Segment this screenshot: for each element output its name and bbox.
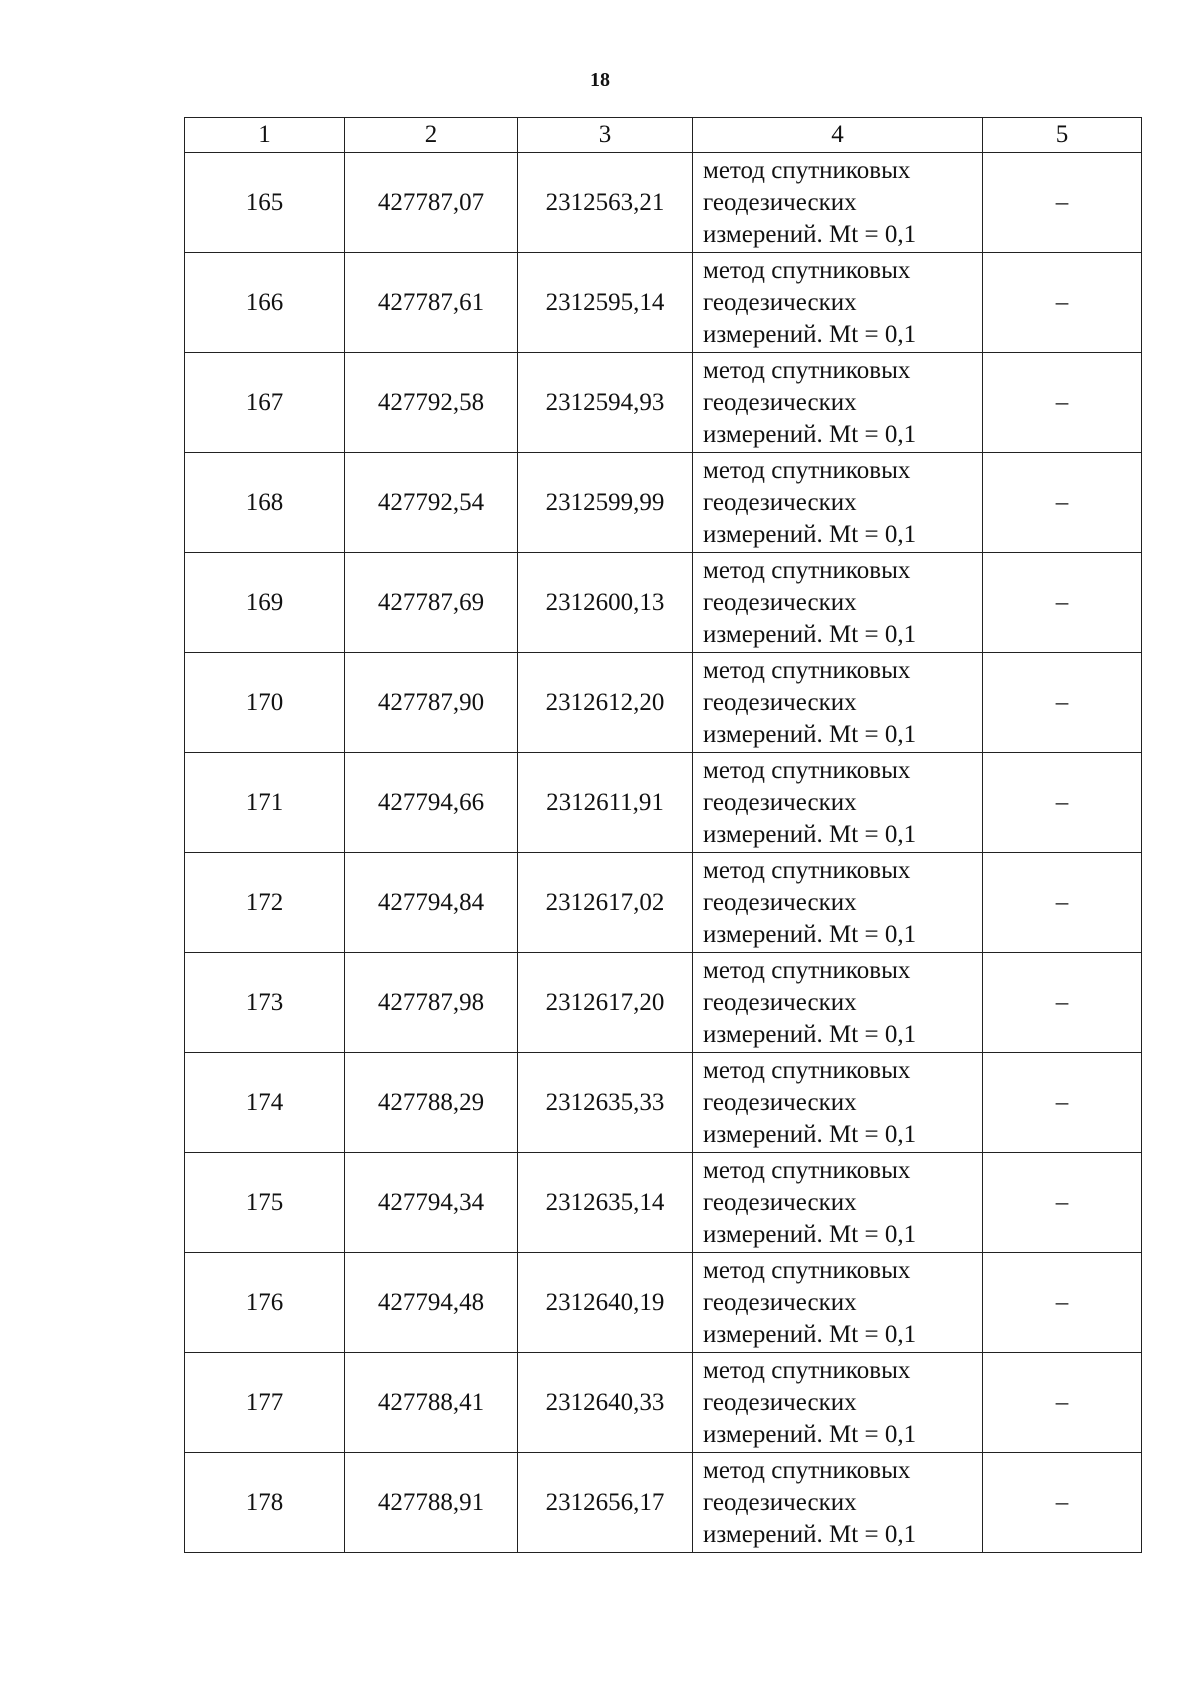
y-coordinate-cell: 2312611,91	[518, 753, 693, 853]
method-line: измерений. Mt = 0,1	[703, 1120, 917, 1148]
y-coordinate-cell: 2312617,20	[518, 953, 693, 1053]
y-coordinate-cell: 2312640,19	[518, 1253, 693, 1353]
method-line: измерений. Mt = 0,1	[703, 220, 917, 248]
method-line: измерений. Mt = 0,1	[703, 820, 917, 848]
page-number: 18	[590, 69, 610, 91]
point-number-cell: 166	[185, 253, 345, 353]
x-coordinate-cell: 427794,84	[345, 853, 518, 953]
x-coordinate-cell: 427788,41	[345, 1353, 518, 1453]
y-coordinate-cell: 2312635,14	[518, 1153, 693, 1253]
method-line: измерений. Mt = 0,1	[703, 420, 917, 448]
method-line: метод спутниковых	[703, 556, 911, 584]
method-line: измерений. Mt = 0,1	[703, 920, 917, 948]
point-number-cell: 178	[185, 1453, 345, 1553]
method-line: метод спутниковых	[703, 956, 911, 984]
point-number-cell: 172	[185, 853, 345, 953]
table-row	[185, 353, 1142, 453]
x-coordinate-cell: 427787,90	[345, 653, 518, 753]
method-line: метод спутниковых	[703, 1456, 911, 1484]
method-line: измерений. Mt = 0,1	[703, 520, 917, 548]
table-row	[185, 753, 1142, 853]
note-cell: –	[983, 553, 1142, 653]
method-cell	[693, 153, 983, 253]
point-number-cell: 177	[185, 1353, 345, 1453]
method-line: метод спутниковых	[703, 256, 911, 284]
note-cell: –	[983, 353, 1142, 453]
method-cell	[693, 353, 983, 453]
method-line: измерений. Mt = 0,1	[703, 620, 917, 648]
header-col-3: 3	[518, 118, 693, 153]
method-line: геодезических	[703, 288, 857, 316]
method-cell	[693, 253, 983, 353]
method-cell	[693, 1053, 983, 1153]
method-line: метод спутниковых	[703, 656, 911, 684]
table-row	[185, 953, 1142, 1053]
method-line: метод спутниковых	[703, 856, 911, 884]
note-cell: –	[983, 753, 1142, 853]
method-line: геодезических	[703, 1188, 857, 1216]
header-col-5: 5	[983, 118, 1142, 153]
method-line: геодезических	[703, 988, 857, 1016]
y-coordinate-cell: 2312600,13	[518, 553, 693, 653]
y-coordinate-cell: 2312656,17	[518, 1453, 693, 1553]
table-row	[185, 1253, 1142, 1353]
table-row	[185, 653, 1142, 753]
method-line: геодезических	[703, 1388, 857, 1416]
x-coordinate-cell: 427792,54	[345, 453, 518, 553]
point-number-cell: 175	[185, 1153, 345, 1253]
method-cell	[693, 653, 983, 753]
method-line: метод спутниковых	[703, 1256, 911, 1284]
method-line: метод спутниковых	[703, 1356, 911, 1384]
point-number-cell: 173	[185, 953, 345, 1053]
note-cell: –	[983, 1453, 1142, 1553]
method-line: измерений. Mt = 0,1	[703, 1420, 917, 1448]
table-row	[185, 1353, 1142, 1453]
note-cell: –	[983, 253, 1142, 353]
y-coordinate-cell: 2312612,20	[518, 653, 693, 753]
note-cell: –	[983, 653, 1142, 753]
method-line: метод спутниковых	[703, 756, 911, 784]
x-coordinate-cell: 427794,66	[345, 753, 518, 853]
method-line: геодезических	[703, 488, 857, 516]
method-line: метод спутниковых	[703, 456, 911, 484]
method-line: измерений. Mt = 0,1	[703, 1020, 917, 1048]
x-coordinate-cell: 427787,98	[345, 953, 518, 1053]
point-number-cell: 170	[185, 653, 345, 753]
method-cell	[693, 953, 983, 1053]
y-coordinate-cell: 2312563,21	[518, 153, 693, 253]
point-number-cell: 176	[185, 1253, 345, 1353]
method-cell	[693, 753, 983, 853]
y-coordinate-cell: 2312640,33	[518, 1353, 693, 1453]
method-line: геодезических	[703, 788, 857, 816]
note-cell: –	[983, 853, 1142, 953]
method-cell	[693, 453, 983, 553]
x-coordinate-cell: 427794,48	[345, 1253, 518, 1353]
x-coordinate-cell: 427788,91	[345, 1453, 518, 1553]
table-row	[185, 1053, 1142, 1153]
method-line: метод спутниковых	[703, 1056, 911, 1084]
method-line: измерений. Mt = 0,1	[703, 320, 917, 348]
method-line: измерений. Mt = 0,1	[703, 720, 917, 748]
method-line: геодезических	[703, 188, 857, 216]
header-col-4: 4	[693, 118, 983, 153]
header-col-1: 1	[185, 118, 345, 153]
y-coordinate-cell: 2312594,93	[518, 353, 693, 453]
method-line: геодезических	[703, 688, 857, 716]
method-line: измерений. Mt = 0,1	[703, 1220, 917, 1248]
table-row	[185, 1153, 1142, 1253]
method-cell	[693, 553, 983, 653]
coordinates-table	[184, 117, 1142, 1553]
note-cell: –	[983, 153, 1142, 253]
note-cell: –	[983, 1053, 1142, 1153]
header-col-2: 2	[345, 118, 518, 153]
table-body	[185, 153, 1142, 1553]
x-coordinate-cell: 427787,61	[345, 253, 518, 353]
note-cell: –	[983, 1253, 1142, 1353]
method-line: метод спутниковых	[703, 156, 911, 184]
note-cell: –	[983, 1153, 1142, 1253]
point-number-cell: 174	[185, 1053, 345, 1153]
point-number-cell: 171	[185, 753, 345, 853]
y-coordinate-cell: 2312635,33	[518, 1053, 693, 1153]
x-coordinate-cell: 427792,58	[345, 353, 518, 453]
y-coordinate-cell: 2312599,99	[518, 453, 693, 553]
table-row	[185, 453, 1142, 553]
table-row	[185, 1453, 1142, 1553]
method-line: измерений. Mt = 0,1	[703, 1520, 917, 1548]
method-cell	[693, 1153, 983, 1253]
table-row	[185, 853, 1142, 953]
method-line: геодезических	[703, 1288, 857, 1316]
point-number-cell: 167	[185, 353, 345, 453]
point-number-cell: 165	[185, 153, 345, 253]
method-line: геодезических	[703, 888, 857, 916]
point-number-cell: 169	[185, 553, 345, 653]
method-line: геодезических	[703, 388, 857, 416]
x-coordinate-cell: 427794,34	[345, 1153, 518, 1253]
y-coordinate-cell: 2312595,14	[518, 253, 693, 353]
point-number-cell: 168	[185, 453, 345, 553]
method-line: метод спутниковых	[703, 1156, 911, 1184]
method-line: метод спутниковых	[703, 356, 911, 384]
x-coordinate-cell: 427787,07	[345, 153, 518, 253]
note-cell: –	[983, 1353, 1142, 1453]
method-cell	[693, 1453, 983, 1553]
method-line: геодезических	[703, 588, 857, 616]
table-row	[185, 153, 1142, 253]
method-line: геодезических	[703, 1488, 857, 1516]
method-cell	[693, 1253, 983, 1353]
method-cell	[693, 853, 983, 953]
method-line: геодезических	[703, 1088, 857, 1116]
method-cell	[693, 1353, 983, 1453]
method-line: измерений. Mt = 0,1	[703, 1320, 917, 1348]
x-coordinate-cell: 427788,29	[345, 1053, 518, 1153]
table-row	[185, 553, 1142, 653]
note-cell: –	[983, 953, 1142, 1053]
y-coordinate-cell: 2312617,02	[518, 853, 693, 953]
x-coordinate-cell: 427787,69	[345, 553, 518, 653]
table-row	[185, 253, 1142, 353]
note-cell: –	[983, 453, 1142, 553]
table-header-row	[185, 118, 1142, 153]
